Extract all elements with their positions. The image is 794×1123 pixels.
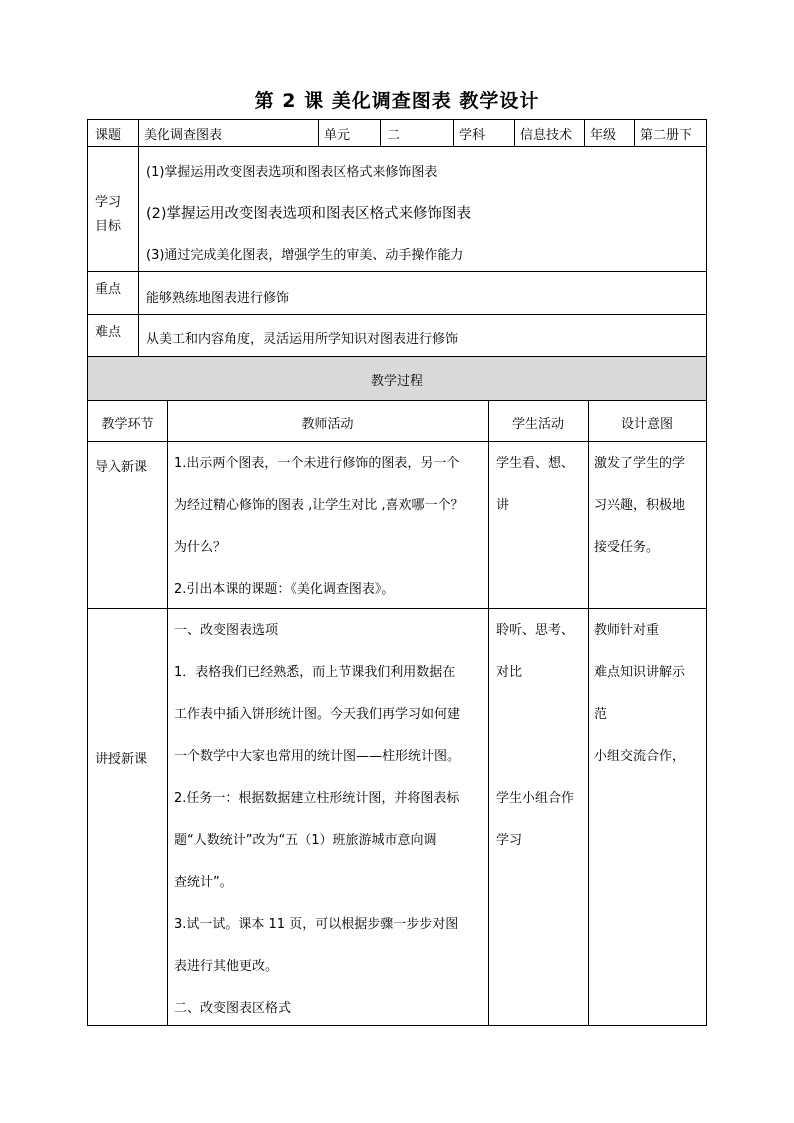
table-line (87, 271, 707, 272)
discipline-label: 学科 (459, 128, 486, 143)
table-line (87, 119, 88, 1025)
table-line (87, 119, 707, 120)
unit-label: 单元 (324, 128, 351, 143)
teacher-line: 表进行其他更改。 (174, 959, 279, 974)
intent-line: 激发了学生的学 (594, 456, 686, 471)
student-line: 对比 (496, 665, 523, 680)
teacher-line: 一、改变图表选项 (174, 623, 279, 638)
teacher-activity (174, 443, 464, 611)
stage-label: 导入新课 (95, 460, 148, 475)
subject-label: 课题 (95, 128, 122, 143)
student-line: 聆听、思考、 (496, 623, 575, 638)
student-line (496, 694, 574, 736)
table-line (138, 146, 139, 356)
table-line (87, 314, 707, 315)
teacher-line: 题“人数统计”改为“五（1）班旅游城市意向调 (174, 833, 437, 848)
teacher-line: 2.引出本课的课题：《美化调查图表》。 (174, 582, 395, 597)
subject-value: 美化调查图表 (144, 128, 223, 143)
goal-item: (2)掌握运用改变图表选项和图表区格式来修饰图表 (146, 206, 472, 222)
intent-line: 习兴趣，积极地 (594, 498, 686, 513)
unit-value: 二 (387, 128, 401, 143)
goals-label-2: 目标 (95, 219, 122, 234)
teacher-line: 1．表格我们已经熟悉，而上节课我们利用数据在 (174, 665, 456, 680)
page-title: 第 2 课 美化调查图表 教学设计 (254, 90, 540, 112)
student-line: 学生看、想、 (496, 456, 575, 471)
table-line (453, 119, 454, 146)
teacher-line: 2.任务一：根据数据建立柱形统计图，并将图表标 (174, 791, 460, 806)
teacher-line: 查统计”。 (174, 875, 233, 890)
teacher-line: 3.试一试。课本 11 页，可以根据步骤一步步对图 (174, 917, 459, 932)
teacher-line: 一个数学中大家也常用的统计图——柱形统计图。 (174, 749, 461, 764)
teacher-activity (174, 610, 460, 1030)
table-line (634, 119, 635, 146)
teacher-line: 为什么？ (174, 540, 227, 555)
grade-label: 年级 (590, 128, 617, 143)
table-line (706, 119, 707, 1025)
stage-label: 讲授新课 (95, 752, 148, 767)
discipline-value: 信息技术 (520, 128, 573, 143)
col-stage: 教学环节 (101, 417, 154, 432)
process-title: 教学过程 (370, 374, 423, 389)
teacher-line: 二、改变图表区格式 (174, 1001, 292, 1016)
intent-line: 教师针对重 (594, 623, 660, 638)
table-line (318, 119, 319, 146)
student-activity (496, 610, 574, 862)
col-student: 学生活动 (511, 417, 564, 432)
student-line: 讲 (496, 498, 510, 513)
student-line: 学习 (496, 833, 523, 848)
table-line (584, 119, 585, 146)
table-line (167, 400, 168, 1025)
table-line (138, 119, 139, 146)
student-line (496, 736, 574, 778)
student-line: 学生小组合作 (496, 791, 575, 806)
table-line (380, 119, 381, 146)
intent-line: 小组交流合作， (594, 749, 686, 764)
table-line (514, 119, 515, 146)
goal-item: (1)掌握运用改变图表选项和图表区格式来修饰图表 (146, 165, 438, 180)
table-line (87, 441, 707, 442)
intent-line: 难点知识讲解示 (594, 665, 686, 680)
grade-value: 第二册下 (640, 128, 693, 143)
focus-label: 重点 (95, 282, 122, 297)
col-intent: 设计意图 (620, 417, 673, 432)
teacher-line: 为经过精心修饰的图表 ,让学生对比 ,喜欢哪一个？ (174, 498, 464, 513)
focus-text: 能够熟练地图表进行修饰 (146, 291, 290, 306)
intent-line: 接受任务。 (594, 540, 660, 555)
goals-label-1: 学习 (95, 195, 122, 210)
student-activity (496, 443, 574, 527)
difficulty-label: 难点 (95, 325, 122, 340)
table-line (87, 400, 707, 401)
table-line (488, 400, 489, 1025)
col-teacher: 教师活动 (301, 417, 354, 432)
difficulty-text: 从美工和内容角度，灵活运用所学知识对图表进行修饰 (146, 332, 459, 347)
teacher-line: 1.出示两个图表，一个未进行修饰的图表，另一个 (174, 456, 460, 471)
intent-line: 范 (594, 707, 608, 722)
design-intent (594, 443, 685, 569)
teacher-line: 工作表中插入饼形统计图。今天我们再学习如何建 (174, 707, 461, 722)
table-line (87, 146, 707, 147)
goal-item: (3)通过完成美化图表，增强学生的审美、动手操作能力 (146, 248, 464, 263)
design-intent (594, 610, 685, 778)
table-line (588, 400, 589, 1025)
